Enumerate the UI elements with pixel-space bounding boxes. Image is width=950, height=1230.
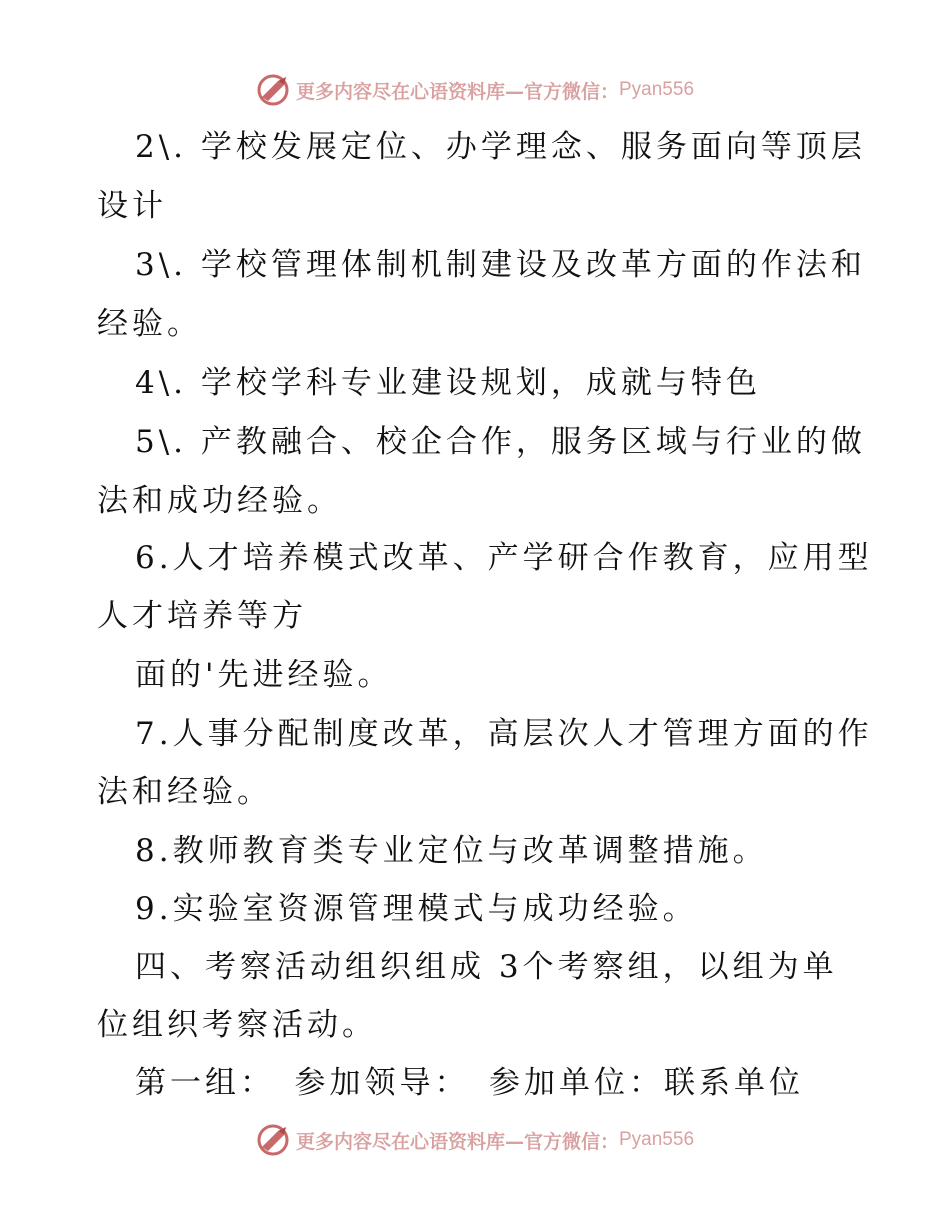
watermark-wechat-id: Pyan556 — [619, 79, 695, 100]
watermark-wechat-id: Pyan556 — [619, 1129, 695, 1150]
paragraph-line: 位组织考察活动。 — [97, 1007, 377, 1043]
paragraph-line: 9.实验室资源管理模式与成功经验。 — [135, 891, 698, 927]
paragraph-line: 7.人事分配制度改革，高层次人才管理方面的作 — [135, 716, 873, 752]
pen-logo-icon — [256, 73, 292, 107]
paragraph-line: 面的'先进经验。 — [135, 657, 393, 693]
paragraph-line: 四、考察活动组织组成 3个考察组，以组为单 — [135, 949, 838, 985]
paragraph-line: 设计 — [97, 188, 167, 224]
paragraph-line: 第一组： 参加领导： 参加单位：联系单位 — [135, 1065, 804, 1101]
paragraph-line: 2\. 学校发展定位、办学理念、服务面向等顶层 — [135, 129, 866, 165]
paragraph-line: 4\. 学校学科专业建设规划，成就与特色 — [135, 365, 761, 401]
footer-watermark — [0, 1122, 950, 1158]
watermark-text: 更多内容尽在心语资料库—官方微信： — [295, 1130, 619, 1153]
paragraph-line: 5\. 产教融合、校企合作，服务区域与行业的做 — [135, 424, 866, 460]
paragraph-line: 6.人才培养模式改革、产学研合作教育，应用型 — [135, 540, 873, 576]
paragraph-line: 经验。 — [97, 306, 202, 342]
paragraph-line: 3\. 学校管理体制机制建设及改革方面的作法和 — [135, 247, 866, 283]
paragraph-line: 法和成功经验。 — [97, 483, 342, 519]
paragraph-line: 法和经验。 — [97, 774, 272, 810]
watermark-text: 更多内容尽在心语资料库—官方微信： — [295, 80, 619, 103]
paragraph-line: 8.教师教育类专业定位与改革调整措施。 — [135, 833, 768, 869]
pen-logo-icon — [256, 1123, 292, 1157]
paragraph-line: 人才培养等方 — [97, 598, 307, 634]
header-watermark — [0, 72, 950, 108]
